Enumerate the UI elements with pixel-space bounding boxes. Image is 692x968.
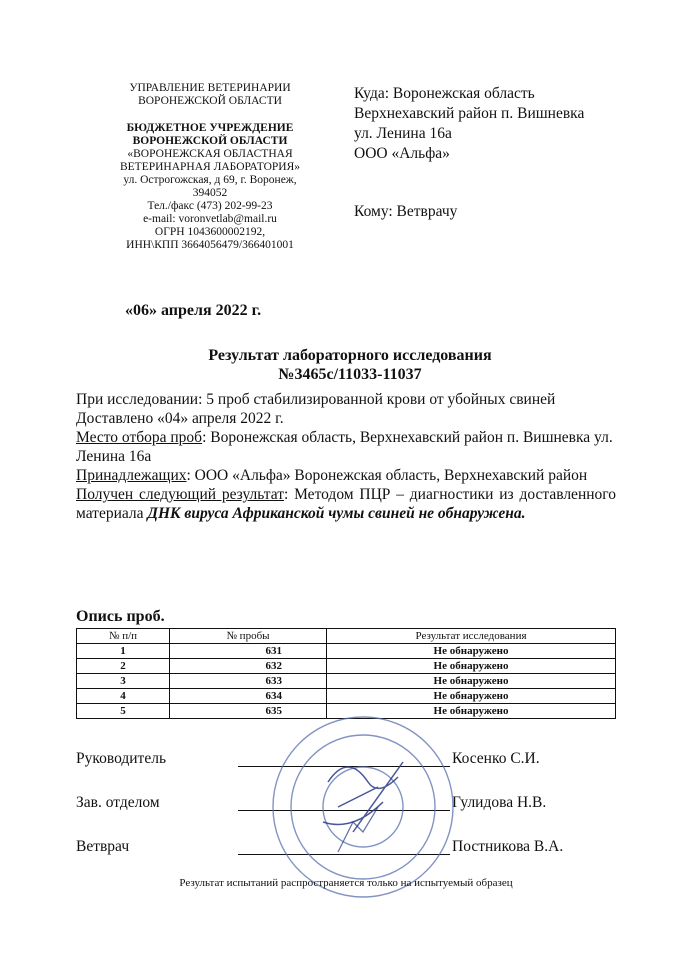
destination-address <box>354 84 674 164</box>
signature-role: Руководитель <box>76 750 167 767</box>
result <box>76 485 616 523</box>
result-conclusion: ДНК вируса Африканской чумы свиней не обнаружена. <box>147 505 526 522</box>
column-header: № п/п <box>77 629 170 644</box>
org-line: ВЕТЕРИНАРНАЯ ЛАБОРАТОРИЯ» <box>119 161 301 173</box>
sample-number: 632 <box>170 659 327 674</box>
result-body <box>76 390 616 523</box>
signature-role: Ветврач <box>76 838 130 855</box>
owner <box>76 466 616 485</box>
org-line: БЮДЖЕТНОЕ УЧРЕЖДЕНИЕ <box>126 122 294 134</box>
org-line: УПРАВЛЕНИЕ ВЕТЕРИНАРИИ <box>129 82 291 94</box>
sampling-place <box>76 428 616 466</box>
document-date: «06» апреля 2022 г. <box>125 302 262 319</box>
sample-number: 635 <box>170 704 327 719</box>
address-line: Верхнехавский район п. Вишневка <box>354 105 585 122</box>
table-row <box>77 674 616 689</box>
samples-table <box>76 628 616 719</box>
org-line: «ВОРОНЕЖСКАЯ ОБЛАСТНАЯ <box>127 148 293 160</box>
official-stamp-icon <box>268 712 458 902</box>
row-number: 5 <box>77 704 170 719</box>
org-line: e-mail: voronvetlab@mail.ru <box>143 213 277 225</box>
title-line: Результат лабораторного исследования <box>208 347 492 364</box>
sample-number: 633 <box>170 674 327 689</box>
address-line: ул. Ленина 16а <box>354 125 452 142</box>
organization-header <box>90 82 330 252</box>
document-title <box>150 346 550 384</box>
sample-result: Не обнаружено <box>327 689 616 704</box>
table-row <box>77 659 616 674</box>
signature-name: Гулидова Н.В. <box>452 794 547 811</box>
address-line: Куда: Воронежская область <box>354 85 535 102</box>
owner-label: Принадлежащих <box>76 467 187 484</box>
signature-role: Зав. отделом <box>76 794 160 811</box>
sample-result: Не обнаружено <box>327 704 616 719</box>
samples-heading: Опись проб. <box>76 608 165 625</box>
document-number: №3465с/11033-11037 <box>278 366 422 383</box>
sample-number: 634 <box>170 689 327 704</box>
signature-name: Косенко С.И. <box>452 750 540 767</box>
footer-note: Результат испытаний распространяется только на испытуемый образец <box>179 877 513 889</box>
signature-name: Постникова В.А. <box>452 838 564 855</box>
research-description: При исследовании: 5 проб стабилизированной крови от убойных свиней <box>76 391 556 408</box>
column-header: № пробы <box>170 629 327 644</box>
delivery-date: Доставлено «04» апреля 2022 г. <box>76 410 284 427</box>
sample-result: Не обнаружено <box>327 644 616 659</box>
row-number: 1 <box>77 644 170 659</box>
table-row <box>77 689 616 704</box>
row-number: 4 <box>77 689 170 704</box>
org-line: ОГРН 1043600002192, <box>154 226 266 238</box>
sampling-place-value: : Воронежская область, Верхнехавский район п. Вишневка ул. Ленина 16а <box>76 429 613 465</box>
sample-result: Не обнаружено <box>327 674 616 689</box>
row-number: 3 <box>77 674 170 689</box>
recipient: Кому: Ветврачу <box>354 203 458 220</box>
owner-value: : ООО «Альфа» Воронежская область, Верхнехавский район <box>186 467 588 484</box>
org-line: 394052 <box>192 187 228 199</box>
org-line: ВОРОНЕЖСКОЙ ОБЛАСТИ <box>138 95 282 107</box>
org-line: ИНН\КПП 3664056479/366401001 <box>126 239 294 251</box>
row-number: 2 <box>77 659 170 674</box>
column-header: Результат исследования <box>327 629 616 644</box>
sample-number: 631 <box>170 644 327 659</box>
org-line: ВОРОНЕЖСКОЙ ОБЛАСТИ <box>132 135 288 147</box>
result-label: Получен следующий результат <box>76 486 284 503</box>
table-row <box>77 644 616 659</box>
table-header-row <box>77 629 616 644</box>
sample-result: Не обнаружено <box>327 659 616 674</box>
org-line: Тел./факс (473) 202-99-23 <box>147 200 273 212</box>
org-line: ул. Острогожская, д 69, г. Воронеж, <box>123 174 297 186</box>
result-text: : Методом ПЦР – диагностики из доставленного материала <box>76 486 617 522</box>
sampling-place-label: Место отбора проб <box>76 429 203 446</box>
address-line: ООО «Альфа» <box>354 145 450 162</box>
